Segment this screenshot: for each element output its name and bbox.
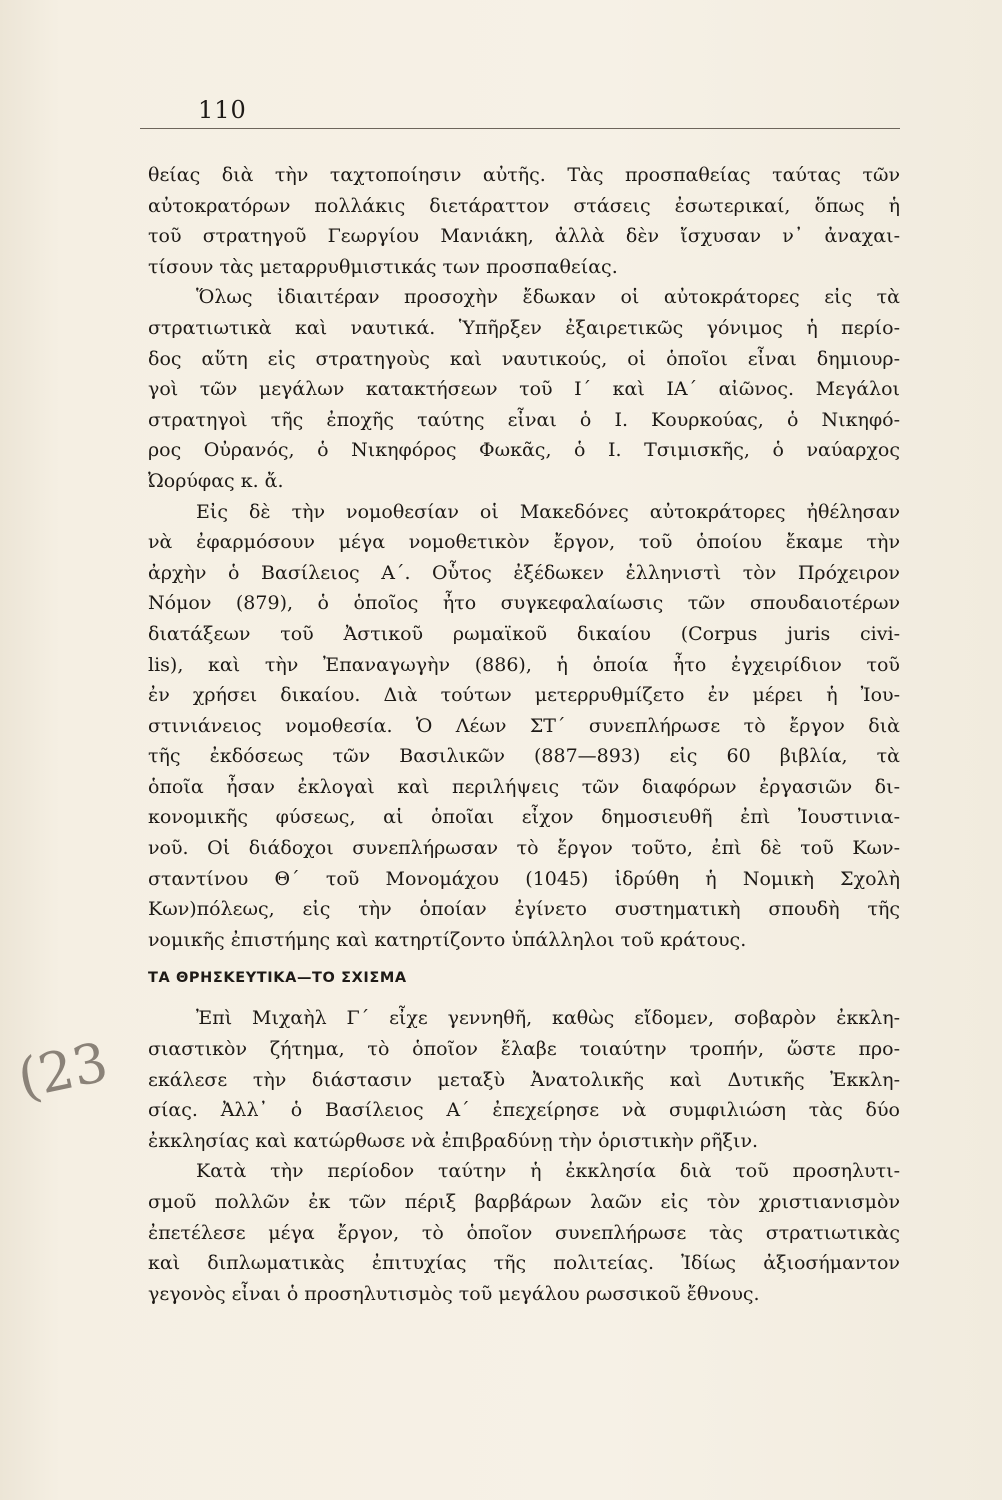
text-line: ἐκκλησίας καὶ κατώρθωσε νὰ ἐπιβραδύνῃ τὴν ὁριστικὴν ρῆξιν. <box>148 1129 759 1152</box>
text-line: lis), καὶ τὴν Ἐπαναγωγὴν (886), ἡ ὁποία ἦτο ἐγχειρίδιον τοῦ <box>148 653 900 676</box>
text-line: Ὠορύφας κ. ἄ. <box>148 469 284 492</box>
page-body <box>148 160 900 1309</box>
text-line: ὁποῖα ἦσαν ἐκλογαὶ καὶ περιλήψεις τῶν διαφόρων ἐργασιῶν δι- <box>148 775 900 798</box>
paragraph-2 <box>148 282 900 496</box>
text-line: ρος Οὐρανός, ὁ Νικηφόρος Φωκᾶς, ὁ Ι. Τσιμισκῆς, ὁ ναύαρχος <box>148 439 900 462</box>
text-line: καὶ διπλωματικὰς ἐπιτυχίας τῆς πολιτείας. Ἰδίως ἀξιοσήμαντον <box>148 1252 900 1275</box>
text-line: νοῦ. Οἱ διάδοχοι συνεπλήρωσαν τὸ ἔργον τοῦτο, ἐπὶ δὲ τοῦ Κων- <box>148 837 900 860</box>
page-header <box>140 96 910 136</box>
text-line: θείας διὰ τὴν ταχτοποίησιν αὐτῆς. Τὰς προσπαθείας ταύτας τῶν <box>148 164 900 186</box>
page-number: 110 <box>198 96 247 124</box>
text-line: κονομικῆς φύσεως, αἱ ὁποῖαι εἶχον δημοσιευθῆ ἐπὶ Ἰουστινια- <box>148 806 900 829</box>
text-line: Κων)πόλεως, εἰς τὴν ὁποίαν ἐγίνετο συστηματικὴ σπουδὴ τῆς <box>148 898 900 921</box>
text-line: εκάλεσε τὴν διάστασιν μεταξὺ Ἀνατολικῆς καὶ Δυτικῆς Ἐκκλη- <box>148 1068 900 1091</box>
text-line: νὰ ἐφαρμόσουν μέγα νομοθετικὸν ἔργον, τοῦ ὁποίου ἔκαμε τὴν <box>148 531 900 554</box>
text-line: σμοῦ πολλῶν ἐκ τῶν πέριξ βαρβάρων λαῶν εἰς τὸν χριστιανισμὸν <box>148 1191 900 1213</box>
paragraph-3 <box>148 497 900 956</box>
header-rule <box>140 128 900 129</box>
text-line: Ἐπὶ Μιχαὴλ Γ΄ εἶχε γεννηθῆ, καθὼς εἴδομεν, σοβαρὸν ἐκκλη- <box>196 1007 900 1030</box>
text-line: τῆς ἐκδόσεως τῶν Βασιλικῶν (887—893) εἰς 60 βιβλία, τὰ <box>148 745 900 768</box>
section-paragraph-1 <box>148 1003 900 1156</box>
paragraph-1 <box>148 160 900 282</box>
section-paragraph-2 <box>148 1156 900 1309</box>
text-line: ἀρχὴν ὁ Βασίλειος Α΄. Οὗτος ἐξέδωκεν ἑλληνιστὶ τὸν Πρόχειρον <box>148 561 900 584</box>
text-line: αὐτοκρατόρων πολλάκις διετάραττον στάσεις ἐσωτερικαί, ὅπως ἡ <box>148 194 900 217</box>
text-line: Εἰς δὲ τὴν νομοθεσίαν οἱ Μακεδόνες αὐτοκράτορες ἠθέλησαν <box>196 500 900 523</box>
text-line: στρατιωτικὰ καὶ ναυτικά. Ὑπῆρξεν ἐξαιρετικῶς γόνιμος ἡ περίο- <box>148 316 900 339</box>
text-line: Νόμον (879), ὁ ὁποῖος ἦτο συγκεφαλαίωσις τῶν σπουδαιοτέρων <box>148 592 900 615</box>
text-line: στινιάνειος νομοθεσία. Ὁ Λέων ΣΤ΄ συνεπλήρωσε τὸ ἔργον διὰ <box>148 714 900 737</box>
text-line: γοὶ τῶν μεγάλων κατακτήσεων τοῦ Ι΄ καὶ ΙΑ΄ αἰῶνος. Μεγάλοι <box>148 378 900 401</box>
text-line: στρατηγοὶ τῆς ἐποχῆς ταύτης εἶναι ὁ Ι. Κουρκούας, ὁ Νικηφό- <box>148 408 900 431</box>
text-line: σταντίνου Θ΄ τοῦ Μονομάχου (1045) ἱδρύθη ἡ Νομικὴ Σχολὴ <box>148 867 900 890</box>
text-line: ἐπετέλεσε μέγα ἔργον, τὸ ὁποῖον συνεπλήρωσε τὰς στρατιωτικὰς <box>148 1221 900 1244</box>
text-line: σίας. Ἀλλ᾽ ὁ Βασίλειος Α΄ ἐπεχείρησε νὰ συμφιλιώση τὰς δύο <box>148 1099 900 1122</box>
text-line: τίσουν τὰς μεταρρυθμιστικάς των προσπαθείας. <box>148 255 618 278</box>
text-line: σιαστικὸν ζήτημα, τὸ ὁποῖον ἔλαβε τοιαύτην τροπήν, ὥστε προ- <box>148 1038 900 1061</box>
text-line: γεγονὸς εἶναι ὁ προσηλυτισμὸς τοῦ μεγάλου ρωσσικοῦ ἔθνους. <box>148 1282 760 1305</box>
text-line: Κατὰ τὴν περίοδον ταύτην ἡ ἐκκλησία διὰ τοῦ προσηλυτι- <box>196 1160 900 1183</box>
text-line: Ὅλως ἰδιαιτέραν προσοχὴν ἔδωκαν οἱ αὐτοκράτορες εἰς τὰ <box>196 286 900 309</box>
text-line: τοῦ στρατηγοῦ Γεωργίου Μανιάκη, ἀλλὰ δὲν ἴσχυσαν ν᾽ ἀναχαι- <box>148 225 900 248</box>
text-line: νομικῆς ἐπιστήμης καὶ κατηρτίζοντο ὑπάλληλοι τοῦ κράτους. <box>148 928 747 951</box>
text-line: διατάξεων τοῦ Ἀστικοῦ ρωμαϊκοῦ δικαίου (Corpus juris civi- <box>148 622 900 645</box>
text-line: δος αὕτη εἰς στρατηγοὺς καὶ ναυτικούς, οἱ ὁποῖοι εἶναι δημιουρ- <box>148 347 900 370</box>
handwritten-margin-note: (23 <box>12 1030 114 1111</box>
section-heading: ΤΑ ΘΡΗΣΚΕΥΤΙΚΑ—ΤΟ ΣΧΙΣΜΑ <box>148 970 407 987</box>
text-line: ἐν χρήσει δικαίου. Διὰ τούτων μετερρυθμίζετο ἐν μέρει ἡ Ἰου- <box>148 684 900 707</box>
